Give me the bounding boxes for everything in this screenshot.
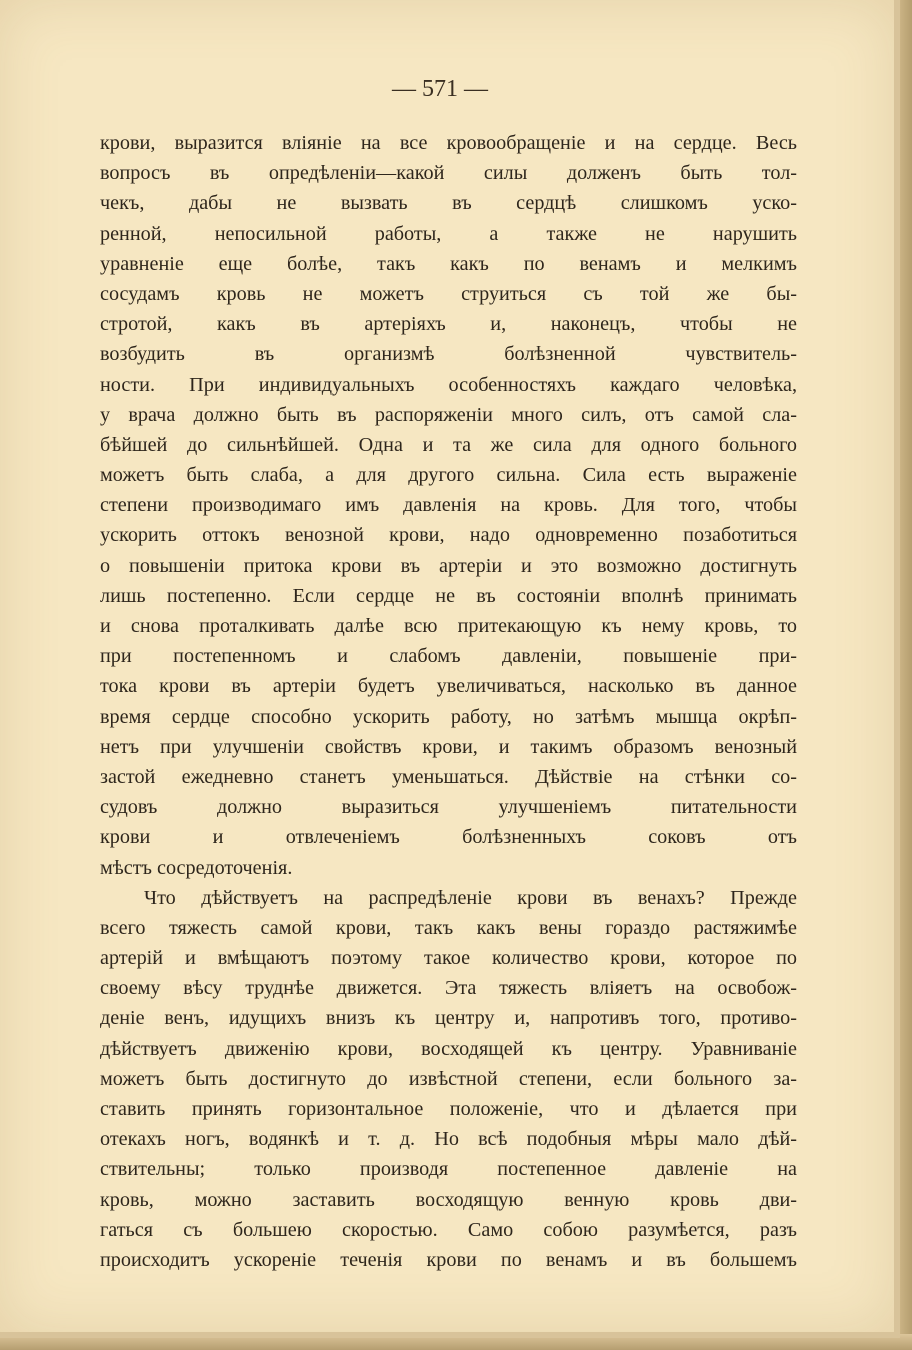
text-line: о повышеніи притока крови въ артеріи и это возможно достигнуть: [100, 554, 797, 577]
text-line: мѣстъ сосредоточенія.: [100, 856, 293, 879]
text-line: стротой, какъ въ артеріяхъ и, наконецъ, чтобы не: [100, 313, 797, 336]
text-line: ренной, непосильной работы, а также не нарушить: [100, 222, 797, 245]
text-line: происходитъ ускореніе теченія крови по венамъ и въ большемъ: [100, 1248, 797, 1271]
text-line: ствительны; только производя постепенное давленіе на: [100, 1158, 797, 1181]
text-line: своему вѣсу труднѣе движется. Эта тяжесть вліяетъ на освобож-: [100, 977, 797, 1000]
text-line: ставить принять горизонтальное положеніе, что и дѣлается при: [100, 1098, 797, 1120]
text-line: судовъ должно выразиться улучшеніемъ питательности: [100, 796, 797, 819]
text-line: нетъ при улучшеніи свойствъ крови, и такимъ образомъ венозный: [100, 735, 797, 758]
text-line: кровь, можно заставить восходящую венную кровь дви-: [100, 1188, 797, 1211]
page-number: — 571 —: [392, 76, 488, 102]
text-line: тока крови въ артеріи будетъ увеличиваться, насколько въ данное: [100, 675, 797, 698]
text-line: лишь постепенно. Если сердце не въ состояніи вполнѣ принимать: [100, 584, 797, 607]
text-line: чекъ, дабы не вызвать въ сердцѣ слишкомъ уско-: [100, 192, 797, 215]
text-line: крови, выразится вліяніе на все кровообращеніе и на сердце. Весь: [100, 132, 797, 154]
text-line: и снова проталкивать далѣе всю притекающую къ нему кровь, то: [100, 615, 797, 637]
text-line: застой ежедневно станетъ уменьшаться. Дѣйствіе на стѣнки со-: [100, 765, 797, 788]
text-line: возбудить въ организмѣ болѣзненной чувствитель-: [100, 343, 797, 366]
text-line: гаться съ большею скоростью. Само собою разумѣется, разъ: [100, 1218, 797, 1241]
text-line: деніе венъ, идущихъ внизъ къ центру и, напротивъ того, противо-: [100, 1007, 797, 1030]
text-line: степени производимаго имъ давленія на кровь. Для того, чтобы: [100, 494, 797, 517]
text-line: можетъ быть слаба, а для другого сильна. Сила есть выраженіе: [100, 464, 797, 487]
text-line: дѣйствуетъ движенію крови, восходящей къ центру. Уравниваніе: [100, 1037, 797, 1060]
body-text: [100, 128, 797, 1275]
text-line: отекахъ ногъ, водянкѣ и т. д. Но всѣ подобныя мѣры мало дѣй-: [100, 1128, 797, 1151]
text-line: сосудамъ кровь не можетъ струиться съ той же бы-: [100, 282, 797, 305]
text-line: время сердце способно ускорить работу, но затѣмъ мышца окрѣп-: [100, 705, 797, 728]
text-line: вопросъ въ опредѣленіи—какой силы долженъ быть тол-: [100, 162, 797, 185]
text-line: можетъ быть достигнуто до извѣстной степени, если больного за-: [100, 1067, 797, 1090]
text-line: Что дѣйствуетъ на распредѣленіе крови въ венахъ? Прежде: [144, 886, 797, 909]
text-line: ности. При индивидуальныхъ особенностяхъ каждаго человѣка,: [100, 373, 797, 396]
text-line: бѣйшей до сильнѣйшей. Одна и та же сила для одного больного: [100, 433, 797, 456]
text-line: всего тяжесть самой крови, такъ какъ вены гораздо растяжимѣе: [100, 916, 797, 939]
text-line: уравненіе еще болѣе, такъ какъ по венамъ и мелкимъ: [100, 252, 797, 275]
text-line: у врача должно быть въ распоряженіи много силъ, отъ самой сла-: [100, 403, 797, 426]
text-line: крови и отвлеченіемъ болѣзненныхъ соковъ отъ: [100, 826, 797, 849]
text-line: артерій и вмѣщаютъ поэтому такое количество крови, которое по: [100, 947, 797, 970]
text-line: при постепенномъ и слабомъ давленіи, повышеніе при-: [100, 645, 797, 668]
text-line: ускорить оттокъ венозной крови, надо одновременно позаботиться: [100, 524, 797, 547]
